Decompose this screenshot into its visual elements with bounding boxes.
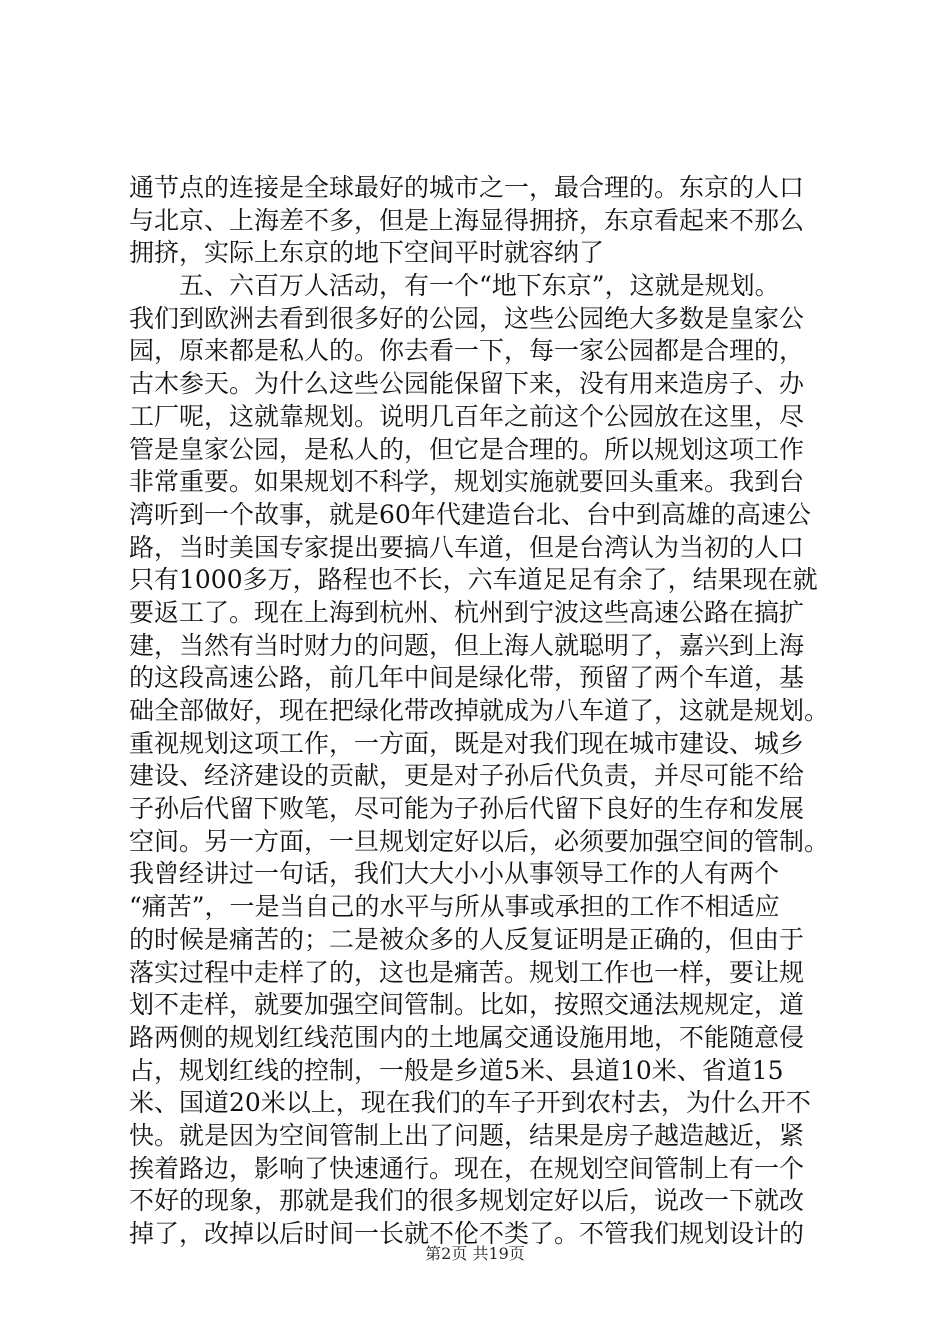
text-line: 路两侧的规划红线范围内的土地属交通设施用地，不能随意侵: [129, 1022, 805, 1052]
text-line: 落实过程中走样了的，这也是痛苦。规划工作也一样，要让规: [129, 957, 805, 987]
text-line: 快。就是因为空间管制上出了问题，结果是房子越造越近，紧: [129, 1120, 805, 1150]
text-line: 子孙后代留下败笔，尽可能为子孙后代留下良好的生存和发展: [129, 794, 805, 824]
text-line: 非常重要。如果规划不科学，规划实施就要回头重来。我到台: [129, 467, 805, 497]
text-line: “痛苦”，一是当自己的水平与所从事或承担的工作不相适应: [129, 892, 780, 922]
text-line: 础全部做好，现在把绿化带改掉就成为八车道了，这就是规划。: [129, 696, 830, 725]
text-line: 我曾经讲过一句话，我们大大小小从事领导工作的人有两个: [129, 859, 780, 889]
text-line: 空间。另一方面，一旦规划定好以后，必须要加强空间的管制。: [129, 826, 830, 856]
body-text: [129, 172, 849, 1251]
text-line: 与北京、上海差不多，但是上海显得拥挤，东京看起来不那么: [129, 205, 805, 235]
text-line: 掉了，改掉以后时间一长就不伦不类了。不管我们规划设计的: [129, 1219, 805, 1248]
text-line: 建设、经济建设的贡献，更是对子孙后代负责，并尽可能不给: [129, 761, 805, 791]
page-number-footer: 第2页 共19页: [425, 1244, 525, 1263]
text-line: 建，当然有当时财力的问题，但上海人就聪明了，嘉兴到上海: [129, 630, 805, 660]
text-line: 工厂呢，这就靠规划。说明几百年之前这个公园放在这里，尽: [129, 401, 805, 431]
text-line: 管是皇家公园，是私人的，但它是合理的。所以规划这项工作: [129, 434, 805, 464]
text-line: 只有1000多万，路程也不长，六车道足足有余了，结果现在就: [129, 565, 818, 595]
text-line: 划不走样，就要加强空间管制。比如，按照交通法规规定，道: [129, 990, 805, 1020]
text-line: 占，规划红线的控制，一般是乡道5米、县道10米、省道15: [129, 1055, 784, 1085]
text-line: 挨着路边，影响了快速通行。现在，在规划空间管制上有一个: [129, 1153, 805, 1183]
text-line: 的时候是痛苦的；二是被众多的人反复证明是正确的，但由于: [129, 924, 805, 954]
text-line: 重视规划这项工作，一方面，既是对我们现在城市建设、城乡: [129, 728, 805, 758]
text-line: 路，当时美国专家提出要搞八车道，但是台湾认为当初的人口: [129, 532, 805, 562]
text-line: 湾听到一个故事，就是60年代建造台北、台中到高雄的高速公: [129, 499, 811, 529]
text-line: 的这段高速公路，前几年中间是绿化带，预留了两个车道，基: [129, 663, 805, 693]
text-line: 通节点的连接是全球最好的城市之一，最合理的。东京的人口: [129, 173, 805, 202]
text-line: 不好的现象，那就是我们的很多规划定好以后，说改一下就改: [129, 1186, 805, 1216]
text-line: 米、国道20米以上，现在我们的车子开到农村去，为什么开不: [129, 1088, 811, 1118]
paragraph-first-line: 五、六百万人活动，有一个“地下东京”，这就是规划。: [179, 271, 780, 301]
text-line: 古木参天。为什么这些公园能保留下来，没有用来造房子、办: [129, 369, 805, 399]
text-line: 我们到欧洲去看到很多好的公园，这些公园绝大多数是皇家公: [129, 303, 805, 333]
text-line: 园，原来都是私人的。你去看一下，每一家公园都是合理的，: [129, 336, 805, 366]
text-line: 要返工了。现在上海到杭州、杭州到宁波这些高速公路在搞扩: [129, 597, 805, 627]
text-line: 拥挤，实际上东京的地下空间平时就容纳了: [129, 238, 605, 268]
